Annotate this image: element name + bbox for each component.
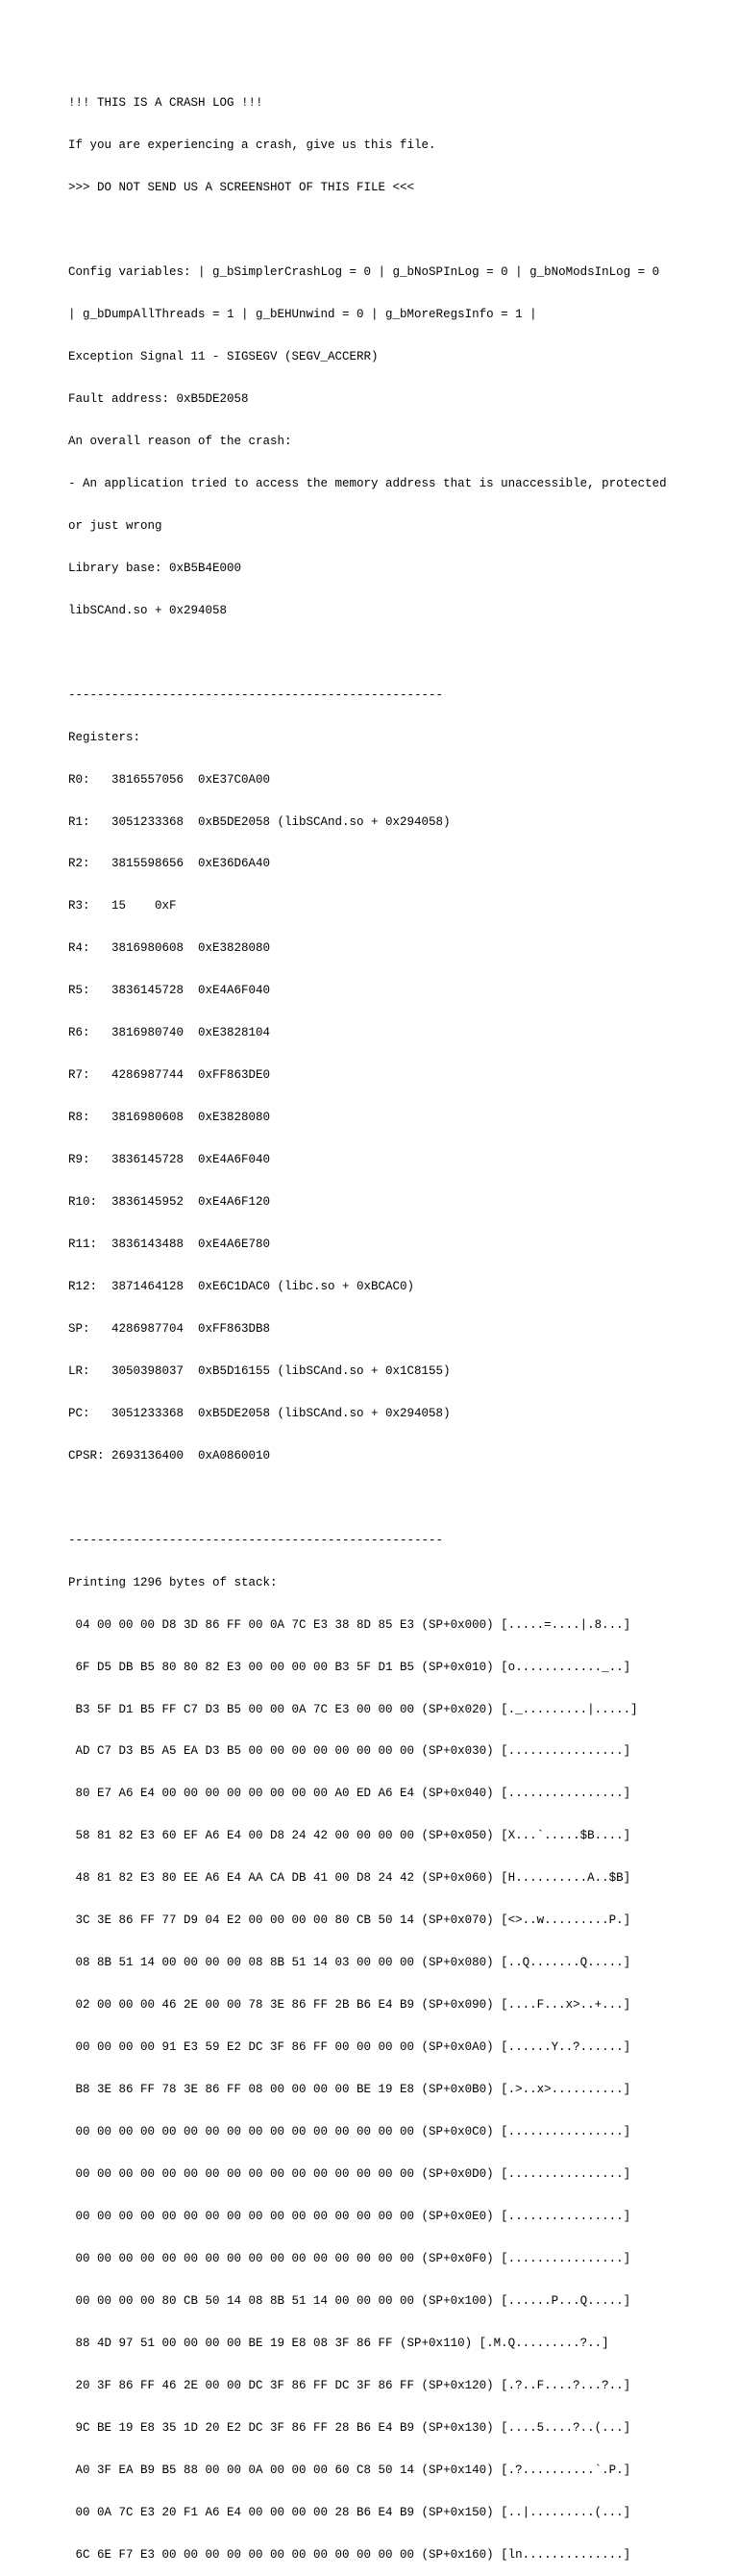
log-line: 00 00 00 00 00 00 00 00 00 00 00 00 00 00 00 00 (SP+0x0F0) [................]	[68, 2251, 631, 2265]
log-line: AD C7 D3 B5 A5 EA D3 B5 00 00 00 00 00 00 00 00 (SP+0x030) [................]	[68, 1744, 631, 1759]
log-line: >>> DO NOT SEND US A SCREENSHOT OF THIS FILE <<<	[68, 181, 415, 195]
log-line: 00 00 00 00 91 E3 59 E2 DC 3F 86 FF 00 00 00 00 (SP+0x0A0) [......Y..?......]	[68, 2040, 631, 2055]
log-line: 00 00 00 00 00 00 00 00 00 00 00 00 00 00 00 00 (SP+0x0C0) [................]	[68, 2125, 631, 2139]
log-line: 88 4D 97 51 00 00 00 00 BE 19 E8 08 3F 86 FF (SP+0x110) [.M.Q.........?..]	[68, 2336, 609, 2350]
log-line: An overall reason of the crash:	[68, 434, 292, 448]
log-line	[68, 223, 702, 238]
log-line: Config variables: | g_bSimplerCrashLog = 0 | g_bNoSPInLog = 0 | g_bNoModsInLog = 0	[68, 265, 660, 280]
log-line: 00 0A 7C E3 20 F1 A6 E4 00 00 00 00 28 B6 E4 B9 (SP+0x150) [..|.........(...]	[68, 2505, 631, 2519]
log-line: R0: 3816557056 0xE37C0A00	[68, 772, 271, 787]
log-line: 00 00 00 00 00 00 00 00 00 00 00 00 00 00 00 00 (SP+0x0D0) [................]	[68, 2167, 631, 2182]
log-line: ----------------------------------------------------	[68, 1533, 444, 1547]
log-line: libSCAnd.so + 0x294058	[68, 603, 228, 617]
log-line: SP: 4286987704 0xFF863DB8	[68, 1321, 271, 1336]
log-line: Registers:	[68, 730, 141, 744]
log-line: Library base: 0xB5B4E000	[68, 561, 242, 575]
log-line: ----------------------------------------------------	[68, 688, 444, 702]
log-line: CPSR: 2693136400 0xA0860010	[68, 1448, 271, 1463]
log-line: 9C BE 19 E8 35 1D 20 E2 DC 3F 86 FF 28 B6 E4 B9 (SP+0x130) [....5....?..(...]	[68, 2420, 631, 2435]
log-line: B3 5F D1 B5 FF C7 D3 B5 00 00 0A 7C E3 00 00 00 (SP+0x020) [._.........|.....]	[68, 1702, 638, 1716]
log-line: Fault address: 0xB5DE2058	[68, 391, 249, 406]
log-line: R8: 3816980608 0xE3828080	[68, 1111, 271, 1125]
log-line: R2: 3815598656 0xE36D6A40	[68, 857, 271, 871]
log-line: | g_bDumpAllThreads = 1 | g_bEHUnwind = 0 | g_bMoreRegsInfo = 1 |	[68, 308, 537, 322]
log-line: 04 00 00 00 D8 3D 86 FF 00 0A 7C E3 38 8D 85 E3 (SP+0x000) [.....=....|.8...]	[68, 1617, 631, 1632]
log-line: B8 3E 86 FF 78 3E 86 FF 08 00 00 00 00 BE 19 E8 (SP+0x0B0) [.>..x>..........]	[68, 2083, 631, 2097]
log-line: A0 3F EA B9 B5 88 00 00 0A 00 00 00 60 C8 50 14 (SP+0x140) [.?..........`.P.]	[68, 2463, 631, 2477]
log-line: 58 81 82 E3 60 EF A6 E4 00 D8 24 42 00 00 00 00 (SP+0x050) [X...`.....$B....]	[68, 1829, 631, 1843]
log-line: R5: 3836145728 0xE4A6F040	[68, 984, 271, 998]
log-line: R12: 3871464128 0xE6C1DAC0 (libc.so + 0xBCAC0)	[68, 1280, 415, 1293]
log-line: 3C 3E 86 FF 77 D9 04 E2 00 00 00 00 80 CB 50 14 (SP+0x070) [<>..w.........P.]	[68, 1913, 631, 1928]
log-line: - An application tried to access the memory address that is unaccessible, protected	[68, 476, 667, 490]
log-line: If you are experiencing a crash, give us this file.	[68, 138, 436, 153]
log-line: R1: 3051233368 0xB5DE2058 (libSCAnd.so + 0x294058)	[68, 814, 451, 829]
log-line: R9: 3836145728 0xE4A6F040	[68, 1153, 271, 1167]
log-line	[68, 1491, 702, 1506]
log-line: 00 00 00 00 80 CB 50 14 08 8B 51 14 00 00 00 00 (SP+0x100) [......P...Q.....]	[68, 2293, 631, 2308]
log-line: R3: 15 0xF	[68, 899, 177, 913]
log-line: or just wrong	[68, 518, 162, 533]
log-line: Printing 1296 bytes of stack:	[68, 1575, 278, 1589]
log-line: 08 8B 51 14 00 00 00 00 08 8B 51 14 03 00 00 00 (SP+0x080) [..Q.......Q.....]	[68, 1956, 631, 1970]
log-line: 00 00 00 00 00 00 00 00 00 00 00 00 00 00 00 00 (SP+0x0E0) [................]	[68, 2209, 631, 2223]
log-line: !!! THIS IS A CRASH LOG !!!	[68, 96, 263, 111]
log-line: R10: 3836145952 0xE4A6F120	[68, 1195, 271, 1210]
crash-log-document	[68, 68, 702, 2576]
log-line: 6F D5 DB B5 80 80 82 E3 00 00 00 00 B3 5F D1 B5 (SP+0x010) [o............_..]	[68, 1660, 631, 1674]
log-line: Exception Signal 11 - SIGSEGV (SEGV_ACCERR)	[68, 350, 379, 364]
log-line: 80 E7 A6 E4 00 00 00 00 00 00 00 00 A0 ED A6 E4 (SP+0x040) [................]	[68, 1787, 631, 1801]
log-line: R7: 4286987744 0xFF863DE0	[68, 1068, 271, 1083]
log-line: 20 3F 86 FF 46 2E 00 00 DC 3F 86 FF DC 3F 86 FF (SP+0x120) [.?..F....?...?..]	[68, 2378, 631, 2392]
log-line: 02 00 00 00 46 2E 00 00 78 3E 86 FF 2B B6 E4 B9 (SP+0x090) [....F...x>..+...]	[68, 1998, 631, 2013]
log-line: 48 81 82 E3 80 EE A6 E4 AA CA DB 41 00 D8 24 42 (SP+0x060) [H..........A..$B]	[68, 1871, 631, 1886]
log-line: R6: 3816980740 0xE3828104	[68, 1026, 271, 1040]
log-line: 6C 6E F7 E3 00 00 00 00 00 00 00 00 00 00 00 00 (SP+0x160) [ln..............]	[68, 2547, 631, 2562]
log-line: PC: 3051233368 0xB5DE2058 (libSCAnd.so + 0x294058)	[68, 1406, 451, 1420]
log-line: R4: 3816980608 0xE3828080	[68, 941, 271, 956]
log-line: R11: 3836143488 0xE4A6E780	[68, 1238, 271, 1252]
log-line	[68, 646, 702, 661]
log-line: LR: 3050398037 0xB5D16155 (libSCAnd.so + 0x1C8155)	[68, 1363, 451, 1378]
